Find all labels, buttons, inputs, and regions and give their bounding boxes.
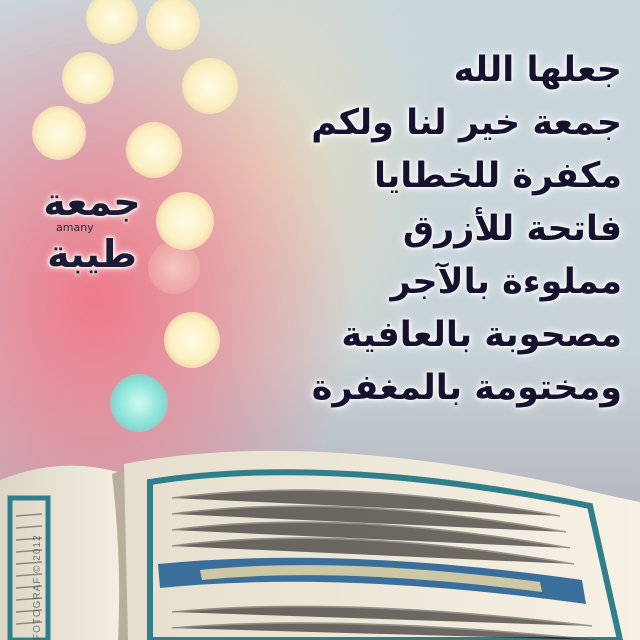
badge-word-friday: جمعة bbox=[43, 180, 141, 224]
badge-word-blessed: طيبة bbox=[47, 232, 137, 276]
bokeh-light bbox=[164, 312, 220, 368]
poem-text bbox=[282, 44, 622, 415]
poem-line: مكفرة للخطايا bbox=[373, 156, 622, 196]
bokeh-light bbox=[62, 52, 114, 104]
poem-line: ومختومة بالمغفرة bbox=[311, 368, 622, 408]
bokeh-light bbox=[32, 106, 86, 160]
bokeh-light bbox=[182, 58, 238, 114]
photographer-watermark: FOTOGRAF © 2012 bbox=[32, 534, 43, 640]
poem-line: جمعة خير لنا ولكم bbox=[311, 103, 622, 143]
poem-line: مملوءة بالآجر bbox=[390, 262, 622, 302]
bokeh-light bbox=[146, 0, 200, 50]
bokeh-light bbox=[126, 122, 182, 178]
open-quran-book bbox=[0, 420, 640, 640]
poem-line: جعلها الله bbox=[453, 50, 622, 90]
poem-line: فاتحة للأزرق bbox=[402, 209, 622, 249]
artist-signature: amany bbox=[56, 221, 94, 234]
bokeh-light bbox=[86, 0, 138, 44]
bokeh-light bbox=[156, 192, 214, 250]
left-page bbox=[0, 466, 120, 640]
poem-line: مصحوبة بالعافية bbox=[341, 315, 622, 355]
greeting-badge bbox=[22, 180, 162, 276]
